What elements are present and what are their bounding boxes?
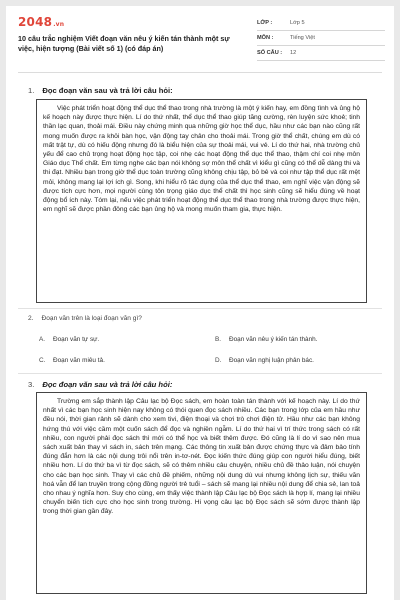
meta-subject-row — [257, 31, 385, 46]
option-b-letter: B. — [215, 336, 222, 343]
question-3-prompt: Đọc đoạn văn sau và trả lời câu hỏi: — [42, 380, 173, 389]
meta-subject-value: Tiếng Việt — [290, 35, 315, 41]
option-c-letter: C. — [39, 357, 46, 364]
option-a-letter: A. — [39, 336, 46, 343]
option-c-text: Đoạn văn miêu tả. — [53, 357, 105, 364]
logo-main: 2048 — [18, 15, 53, 29]
question-3-passage: Trường em sắp thành lập Câu lạc bộ Đọc sách, em hoàn toàn tán thành với kế hoạch này. Lí do thứ nhất vì các bạn học sinh hiện nay không có thói quen đọc sách nhiều. Các bạn trong lớp của em hầu như đều nói, thời gian rảnh sẽ dành cho xem tivi, điện thoại và chơi trò chơi điện tử. Hầu như các bạn không hứng thú với việc cầm một cuốn sách để đọc và nghiền ngẫm. Lí do thứ hai vì trí thức trong sách có rất nhiều, con người phải đọc sách thì mới có thể học và biết thêm được. Đó cũng là lí do vì sao nên mua sách xuất bản thay vì sách in, sách trên mạng. Các thông tin xuất bản được chứng thực và đảm bảo tính đúng đắn hơn là các nội dung trôi nổi trên in-tơ-nét. Đọc kiến thức đúng giúp con người hiểu đúng, biết nhiều hơn. Lí do thứ ba vì từ đọc sách, sẽ có thêm nhiều câu chuyện, nhiều chủ đề thảo luận, nói chuyện cho các bạn học sinh. Thay vì các chủ đề phiếm, những nội dung dù vui nhưng không lịch sự, thiếu văn hoá vẫn để lan truyền trong cộng đồng người trẻ tuổi – sách sẽ mang lại nhiều nội dung để chia sẻ, lan toả cho nhau ý nghĩa hơn. Suy cho cùng, em thấy việc thành lập Câu lạc bộ Đọc sách là hợp lí, mang lại nhiều chuyển biến tích cực cho học sinh trong trường. Hi vọng câu lạc bộ Đọc sách sẽ sớm được thành lập trong thời gian gần đây. — [36, 392, 367, 594]
question-divider-2 — [18, 373, 382, 374]
option-a-text: Đoạn văn tự sự. — [53, 336, 100, 343]
site-logo[interactable] — [18, 15, 64, 29]
question-divider-1 — [18, 308, 382, 309]
question-2-number: 2. — [28, 315, 34, 322]
question-1-number: 1. — [28, 86, 35, 95]
question-2-option-a[interactable] — [39, 336, 99, 343]
document-meta — [257, 16, 385, 61]
meta-count-value: 12 — [290, 50, 297, 56]
option-d-text: Đoạn văn nghị luận phản bác. — [229, 357, 314, 364]
question-1-heading — [28, 86, 173, 95]
document-title: 10 câu trắc nghiệm Viết đoạn văn nêu ý kiến tán thành một sự việc, hiện tượng (Bài viết số 1) (có đáp án) — [18, 34, 230, 53]
question-3-heading — [28, 380, 172, 389]
question-3-number: 3. — [28, 380, 35, 389]
question-2-prompt: Đoạn văn trên là loại đoạn văn gì? — [41, 315, 142, 322]
meta-class-row — [257, 16, 385, 31]
document-page — [6, 6, 394, 600]
question-2-option-d[interactable] — [215, 357, 314, 364]
meta-count-key: SỐ CÂU : — [257, 50, 283, 56]
header-divider — [18, 72, 382, 73]
meta-class-value: Lớp 5 — [290, 20, 305, 26]
meta-subject-key: MÔN : — [257, 35, 274, 41]
question-1-passage: Việc phát triển hoạt động thể dục thể thao trong nhà trường là một ý kiến hay, em đồng tình và ủng hộ kế hoạch này được thực hiện. Lí do thứ nhất, thể dục thể thao giúp tăng cường, rèn luyện sức khoẻ; tinh thần lạc quan, thoải mái. Điều này chứng minh qua những giờ học thể dục, hầu như các bạn nào cũng rất mong muốn được ra khỏi bàn học, vận động tay chân cho thoải mái. Trong giờ thể chất, chúng em dù có mất trật tự, dù có hiếu động nhưng đó là biểu hiện của sự thoải mái, vui vẻ. Lí do thứ hai, nhà trường chủ yếu để cao chủ trọng hoạt động học tập, coi nhẹ các hoạt động thể dục thể thao, thậm chí coi nhẹ môn Giáo dục Thể chất. Em từng nghe các bạn nói không sợ môn thể chất vì kiểu gì cũng có thể dễ dàng thi và thi đạt. Nhiều bạn trong giờ thể dục toàn trường cũng không chịu tập, bỏ bê và coi như tập thể dục rất mệt mỏi, không mang lại lợi ích gì. Song, khi hiểu rõ tác dụng của thể dục thể thao, em nghĩ việc vận động sẽ được tích cực hơn, mọi người cùng tôn trọng giáo dục thể chất thì học sinh cũng sẽ hiểu đúng về hoạt động bổ ích này. Tóm lại, nếu việc phát triển hoạt động thể dục thể thao trong nhà trường được thực hiện, em nghĩ sẽ được phần đông các bạn ủng hộ và mong muốn tham gia, thực hiện. — [36, 99, 367, 303]
meta-class-key: LỚP : — [257, 20, 273, 26]
question-2-option-c[interactable] — [39, 357, 105, 364]
meta-count-row — [257, 46, 385, 61]
question-2-heading — [28, 315, 142, 322]
logo-suffix: .vn — [53, 21, 65, 28]
question-1-prompt: Đọc đoạn văn sau và trả lời câu hỏi: — [42, 86, 173, 95]
question-2-option-b[interactable] — [215, 336, 317, 343]
option-b-text: Đoạn văn nêu ý kiến tán thành. — [229, 336, 318, 343]
option-d-letter: D. — [215, 357, 222, 364]
